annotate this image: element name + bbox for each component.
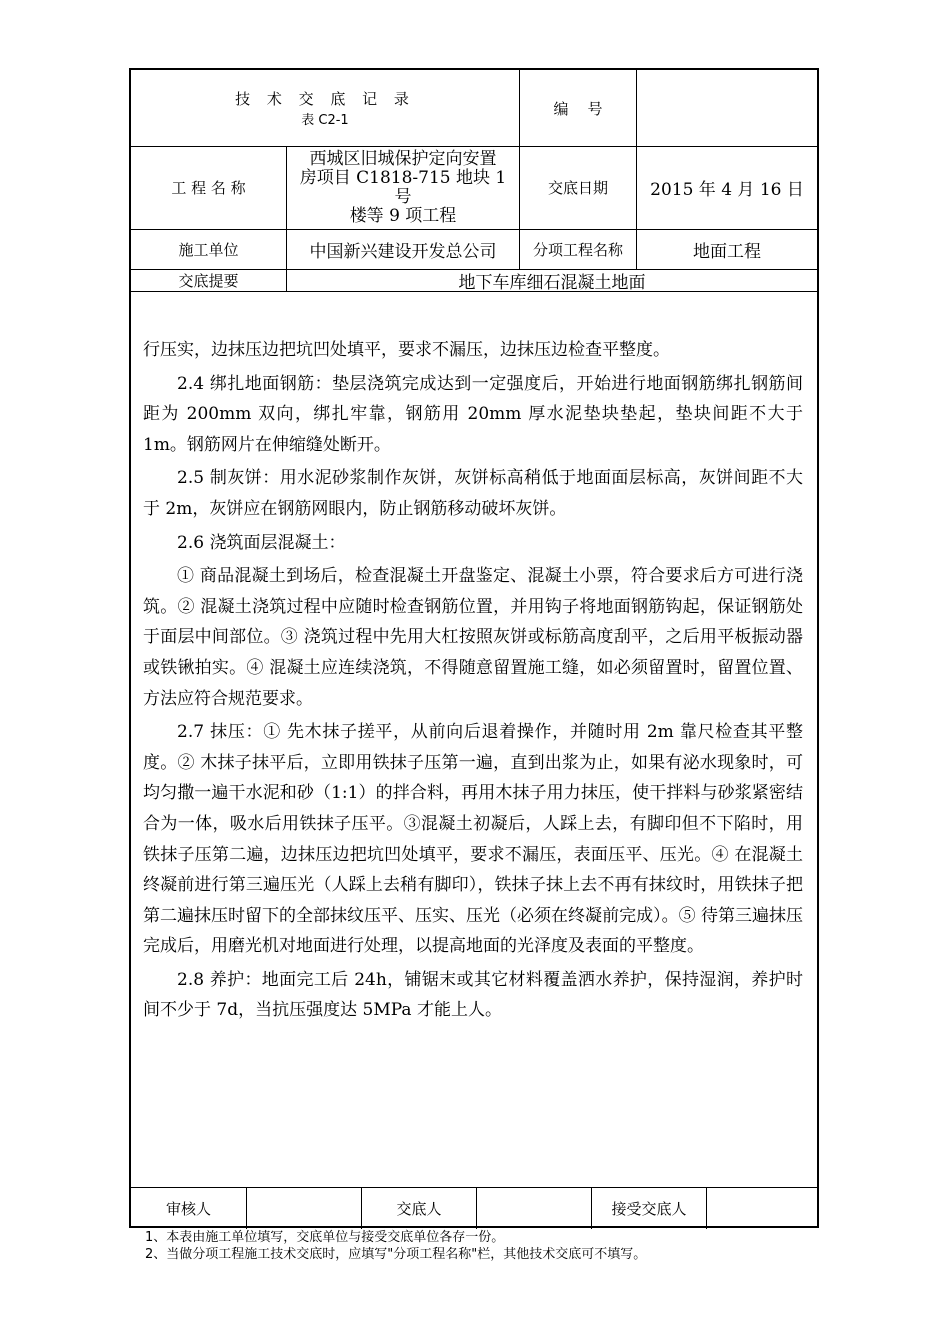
project-name-line: 房项目 C1818-715 地块 1 <box>299 167 507 188</box>
receiver-signature[interactable] <box>706 1188 817 1229</box>
project-name-line: 楼等 9 项工程 <box>349 205 457 226</box>
header-row <box>131 70 817 147</box>
summary-row <box>131 269 817 292</box>
reviewer-label: 审核人 <box>165 1200 211 1218</box>
subproject-value: 地面工程 <box>636 229 817 269</box>
content-paragraph: 2.5 制灰饼：用水泥砂浆制作灰饼，灰饼标高稍低于地面面层标高，灰饼间距不大于 2m，灰饼应在钢筋网眼内，防止钢筋移动破坏灰饼。 <box>143 468 803 519</box>
unit-row <box>131 229 817 270</box>
form-title: 技 术 交 底 记 录 <box>235 90 415 108</box>
construction-unit-label: 施工单位 <box>178 240 239 259</box>
number-value[interactable] <box>636 70 817 146</box>
presenter-label: 交底人 <box>361 1188 476 1229</box>
date-value: 2015 年 4 月 16 日 <box>636 146 817 229</box>
note-line: 2、当做分项工程施工技术交底时，应填写"分项工程名称"栏，其他技术交底可不填写。 <box>145 1247 647 1262</box>
receiver-label: 接受交底人 <box>591 1188 706 1229</box>
construction-unit-value: 中国新兴建设开发总公司 <box>286 229 519 269</box>
content-paragraph: 2.7 抹压：① 先木抹子搓平，从前向后退着操作，并随时用 2m 靠尺检查其平整度。② 木抹子抹平后，立即用铁抹子压第一遍，直到出浆为止，如果有泌水现象时，可均匀撒一遍干水泥和砂（1:1）的拌合料，再用木抹子用力抹压，使干拌料与砂浆紧密结合为一体，吸水后用铁抹子压平。③混凝土初凝后，人踩上去，有脚印但不下陷时，用铁抹子压第二遍，边抹压边把坑凹处填平，要求不漏压，表面压平、压光。④ 在混凝土终凝前进行第三遍压光（人踩上去稍有脚印），铁抹子抹上去不再有抹纹时，用铁抹子把第二遍抹压时留下的全部抹纹压平、压实、压光（必须在终凝前完成）。⑤ 待第三遍抹压完成后，用磨光机对地面进行处理，以提高地面的光泽度及表面的平整度。 <box>143 722 803 957</box>
subproject-label: 分项工程名称 <box>519 229 636 269</box>
project-row <box>131 146 817 230</box>
signature-row <box>131 1187 817 1229</box>
summary-value: 地下车库细石混凝土地面 <box>286 269 817 291</box>
project-name-line: 号 <box>394 186 412 207</box>
project-name-label: 工 程 名 称 <box>171 179 246 197</box>
content-paragraph: ① 商品混凝土到场后，检查混凝土开盘鉴定、混凝土小票，符合要求后方可进行浇筑。② 混凝土浇筑过程中应随时检查钢筋位置，并用钩子将地面钢筋钩起，保证钢筋处于面层中间部位。③ 浇筑过程中先用大杠按照灰饼或标筋高度刮平，之后用平板振动器或铁锹拍实。④ 混凝土应连续浇筑，不得随意留置施工缝，如必须留置时，留置位置、方法应符合规范要求。 <box>143 566 803 709</box>
project-name-line: 西城区旧城保护定向安置 <box>309 148 497 169</box>
presenter-signature[interactable] <box>476 1188 591 1229</box>
date-label: 交底日期 <box>519 146 636 229</box>
note-line: 1、本表由施工单位填写，交底单位与接受交底单位各存一份。 <box>145 1230 505 1245</box>
content-paragraph: 2.8 养护：地面完工后 24h，铺锯末或其它材料覆盖洒水养护，保持湿润，养护时间不少于 7d，当抗压强度达 5MPa 才能上人。 <box>143 969 803 1021</box>
briefing-content <box>143 335 803 1026</box>
content-paragraph: 2.6 浇筑面层混凝土： <box>177 532 346 553</box>
project-name-value <box>286 146 519 229</box>
content-paragraph: 2.4 绑扎地面钢筋：垫层浇筑完成达到一定强度后，开始进行地面钢筋绑扎钢筋间距为 200mm 双向，绑扎牢靠，钢筋用 20mm 厚水泥垫块垫起，垫块间距不大于 1m。钢筋网片在伸缩缝处断开。 <box>143 373 803 455</box>
form-number: 表 C2-1 <box>301 113 349 128</box>
number-label: 编 号 <box>519 70 636 146</box>
summary-label: 交底提要 <box>178 271 239 290</box>
form-title-cell <box>131 70 519 146</box>
reviewer-signature[interactable] <box>246 1188 361 1229</box>
content-paragraph: 行压实，边抹压边把坑凹处填平，要求不漏压，边抹压边检查平整度。 <box>143 340 670 360</box>
form-notes <box>145 1229 646 1263</box>
technical-briefing-form <box>129 68 819 1228</box>
